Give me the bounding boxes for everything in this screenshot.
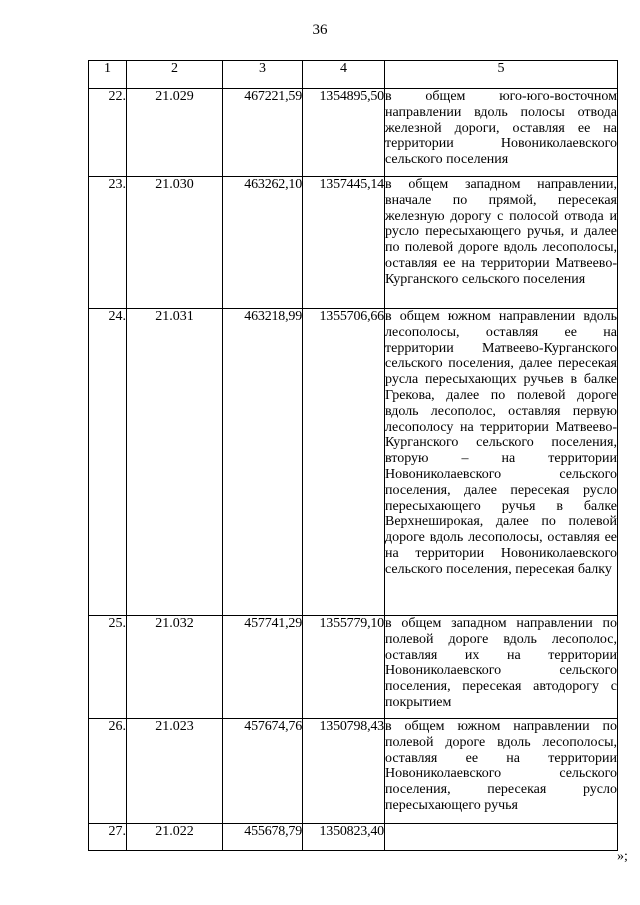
y-coordinate: 1350823,40 bbox=[303, 824, 385, 851]
x-coordinate: 455678,79 bbox=[223, 824, 303, 851]
y-coordinate: 1355779,10 bbox=[303, 616, 385, 719]
boundary-description: в общем западном направлении, вначале по прямой, пересекая железную дорогу с полосой отвода и русло пересыхающего ручья, и далее по полевой дороге вдоль лесополосы, оставляя ее на территории Матвеево-Курганского сельского поселения bbox=[385, 177, 618, 309]
x-coordinate: 467221,59 bbox=[223, 89, 303, 177]
table-row bbox=[89, 824, 618, 851]
y-coordinate: 1357445,14 bbox=[303, 177, 385, 309]
row-number: 24. bbox=[89, 309, 127, 616]
boundary-description: в общем южном направлении по полевой дороге вдоль лесополосы, оставляя ее на территории Новониколаевского сельского поселения, пересекая русло пересыхающего ручья bbox=[385, 719, 618, 824]
table-row bbox=[89, 177, 618, 309]
column-header: 4 bbox=[303, 61, 385, 89]
row-number: 25. bbox=[89, 616, 127, 719]
row-number: 27. bbox=[89, 824, 127, 851]
closing-quote-mark: »; bbox=[617, 849, 628, 864]
y-coordinate: 1350798,43 bbox=[303, 719, 385, 824]
point-id: 21.022 bbox=[127, 824, 223, 851]
table-row bbox=[89, 719, 618, 824]
page-number: 36 bbox=[312, 22, 328, 38]
point-id: 21.030 bbox=[127, 177, 223, 309]
y-coordinate: 1355706,66 bbox=[303, 309, 385, 616]
x-coordinate: 463218,99 bbox=[223, 309, 303, 616]
row-number: 23. bbox=[89, 177, 127, 309]
column-header: 3 bbox=[223, 61, 303, 89]
point-id: 21.031 bbox=[127, 309, 223, 616]
row-number: 22. bbox=[89, 89, 127, 177]
column-header: 2 bbox=[127, 61, 223, 89]
x-coordinate: 457674,76 bbox=[223, 719, 303, 824]
boundary-description bbox=[385, 824, 618, 851]
boundary-description: в общем южном направлении вдоль лесополосы, оставляя ее на территории Матвеево-Курганского сельского поселения, далее пересекая русла пересыхающих ручьев в балке Грекова, далее по полевой дороге вдоль лесополос, оставляя первую лесополосу на территории Матвеево-Курганского сельского поселения, вторую – на территории Новониколаевского сельского поселения, далее пересекая русло пересыхающего ручья в балке Верхнеширокая, далее по полевой дороге вдоль лесополосы, оставляя ее на территории Новониколаевского сельского поселения, пересекая балку bbox=[385, 309, 618, 616]
point-id: 21.023 bbox=[127, 719, 223, 824]
x-coordinate: 463262,10 bbox=[223, 177, 303, 309]
boundary-description: в общем юго-юго-восточном направлении вдоль полосы отвода железной дороги, оставляя ее на территории Новониколаевского сельского поселения bbox=[385, 89, 618, 177]
y-coordinate: 1354895,50 bbox=[303, 89, 385, 177]
point-id: 21.029 bbox=[127, 89, 223, 177]
table-row bbox=[89, 309, 618, 616]
row-number: 26. bbox=[89, 719, 127, 824]
boundary-coordinates-table bbox=[88, 60, 618, 851]
table-header-row bbox=[89, 61, 618, 89]
point-id: 21.032 bbox=[127, 616, 223, 719]
boundary-description: в общем западном направлении по полевой дороге вдоль лесополос, оставляя их на территории Новониколаевского сельского поселения, пересекая автодорогу с покрытием bbox=[385, 616, 618, 719]
column-header: 5 bbox=[385, 61, 618, 89]
column-header: 1 bbox=[89, 61, 127, 89]
x-coordinate: 457741,29 bbox=[223, 616, 303, 719]
table-row bbox=[89, 89, 618, 177]
table-row bbox=[89, 616, 618, 719]
